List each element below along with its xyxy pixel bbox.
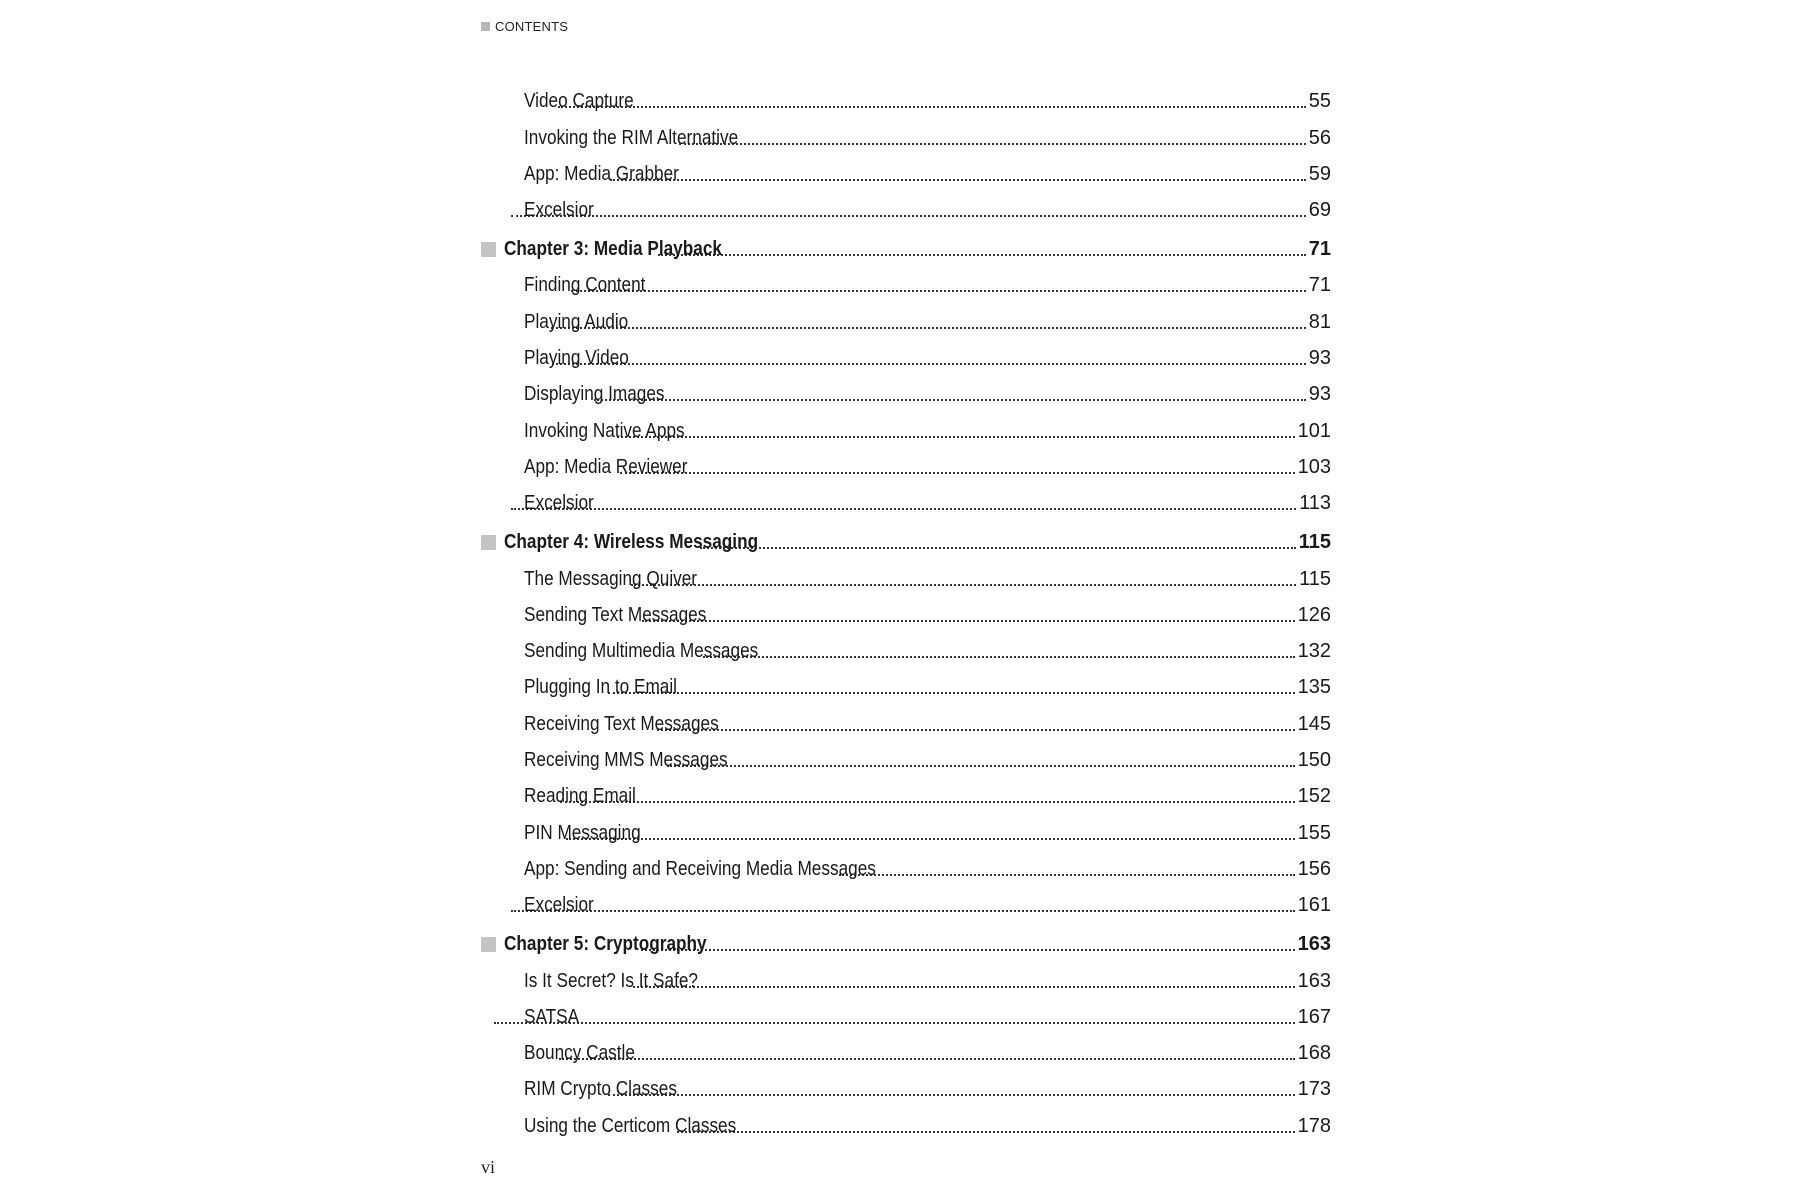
toc-chapter-entry — [481, 917, 1331, 956]
toc-entry-page-number: 152 — [1297, 785, 1331, 808]
running-head — [481, 19, 568, 34]
toc-entry-page-number: 145 — [1297, 712, 1331, 735]
toc-section-entry — [481, 627, 1331, 663]
dot-leader — [620, 472, 1294, 474]
dot-leader — [631, 584, 1296, 586]
toc-section-entry — [481, 956, 1331, 992]
toc-section-entry — [481, 591, 1331, 627]
toc-chapter-entry — [481, 515, 1331, 554]
dot-leader — [511, 910, 1294, 912]
dot-leader — [566, 838, 1295, 840]
toc-entry-page-number: 115 — [1298, 531, 1331, 554]
toc-entry-title: Excelsior — [524, 894, 594, 917]
toc-entry-title: Chapter 4: Wireless Messaging — [504, 531, 759, 554]
toc-entry-title: Video Capture — [524, 90, 634, 113]
toc-section-entry — [481, 186, 1331, 222]
chapter-square-icon — [481, 937, 496, 952]
toc-entry-title: Finding Content — [524, 274, 646, 297]
toc-section-entry — [481, 699, 1331, 735]
dot-leader — [494, 1022, 1294, 1024]
toc-entry-page-number: 81 — [1308, 310, 1331, 333]
toc-section-entry — [481, 443, 1331, 479]
dot-leader — [839, 874, 1294, 876]
toc-entry-page-number: 59 — [1308, 162, 1331, 185]
toc-section-entry — [481, 479, 1331, 515]
dot-leader — [617, 436, 1295, 438]
toc-entry-title: Invoking the RIM Alternative — [524, 126, 739, 149]
dot-leader — [658, 254, 1305, 256]
toc-entry-title: Chapter 5: Cryptography — [504, 933, 707, 956]
toc-entry-page-number: 115 — [1299, 567, 1331, 590]
toc-entry-title: Playing Video — [524, 347, 629, 370]
dot-leader — [610, 179, 1305, 181]
toc-section-entry — [481, 334, 1331, 370]
page-number: vi — [481, 1157, 496, 1177]
toc-section-entry — [481, 663, 1331, 699]
toc-section-entry — [481, 370, 1331, 406]
running-head-label: CONTENTS — [495, 19, 569, 34]
toc-entry-title: Is It Secret? Is It Safe? — [524, 969, 699, 992]
toc-section-entry — [481, 1029, 1331, 1065]
toc-entry-title: App: Sending and Receiving Media Messages — [524, 857, 876, 880]
square-bullet-icon — [481, 22, 490, 31]
toc-section-entry — [481, 881, 1331, 917]
toc-entry-title: Using the Certicom Classes — [524, 1114, 737, 1137]
dot-leader — [559, 1058, 1294, 1060]
toc-entry-title: The Messaging Quiver — [524, 567, 698, 590]
toc-section-entry — [481, 554, 1331, 590]
dot-leader — [608, 692, 1295, 694]
toc-entry-page-number: 69 — [1308, 199, 1331, 222]
toc-entry-page-number: 71 — [1308, 274, 1331, 297]
toc-entry-title: Sending Multimedia Messages — [524, 640, 759, 663]
toc-entry-title: Bouncy Castle — [524, 1042, 635, 1065]
toc-section-entry — [481, 845, 1331, 881]
toc-entry-page-number: 101 — [1297, 419, 1331, 442]
toc-entry-title: Invoking Native Apps — [524, 419, 685, 442]
toc-entry-title: App: Media Reviewer — [524, 455, 688, 478]
toc-entry-page-number: 71 — [1308, 238, 1331, 261]
dot-leader — [703, 656, 1295, 658]
dot-leader — [667, 765, 1295, 767]
toc-section-entry — [481, 808, 1331, 844]
toc-entry-title: Excelsior — [524, 199, 594, 222]
dot-leader — [551, 327, 1305, 329]
toc-entry-page-number: 168 — [1297, 1042, 1331, 1065]
toc-entry-page-number: 178 — [1297, 1114, 1331, 1137]
toc-entry-title: Playing Audio — [524, 310, 629, 333]
toc-entry-page-number: 163 — [1297, 933, 1331, 956]
toc-entry-page-number: 126 — [1297, 603, 1331, 626]
dot-leader — [511, 508, 1296, 510]
toc-section-entry — [481, 150, 1331, 186]
toc-entry-page-number: 173 — [1297, 1078, 1331, 1101]
toc-entry-title: RIM Crypto Classes — [524, 1078, 677, 1101]
toc-entry-title: App: Media Grabber — [524, 162, 679, 185]
toc-section-entry — [481, 261, 1331, 297]
dot-leader — [700, 547, 1295, 549]
toc-entry-page-number: 93 — [1308, 383, 1331, 406]
toc-entry-page-number: 163 — [1297, 969, 1331, 992]
toc-section-entry — [481, 736, 1331, 772]
toc-entry-page-number: 155 — [1297, 821, 1331, 844]
toc-entry-page-number: 156 — [1297, 857, 1331, 880]
toc-section-entry — [481, 406, 1331, 442]
toc-section-entry — [481, 1101, 1331, 1137]
toc-entry-page-number: 161 — [1297, 894, 1331, 917]
toc-entry-title: Receiving MMS Messages — [524, 749, 728, 772]
dot-leader — [633, 986, 1295, 988]
dot-leader — [552, 363, 1306, 365]
toc-entry-title: Sending Text Messages — [524, 603, 707, 626]
toc-entry-page-number: 103 — [1297, 455, 1331, 478]
toc-entry-page-number: 55 — [1308, 90, 1331, 113]
toc-entry-title: SATSA — [524, 1005, 580, 1028]
toc-entry-title: Displaying Images — [524, 383, 665, 406]
toc-entry-page-number: 113 — [1299, 492, 1331, 515]
toc-entry-page-number: 135 — [1297, 676, 1331, 699]
table-of-contents — [481, 77, 1331, 1138]
toc-entry-page-number: 167 — [1297, 1005, 1331, 1028]
toc-entry-page-number: 93 — [1308, 347, 1331, 370]
dot-leader — [657, 729, 1295, 731]
toc-entry-page-number: 132 — [1297, 640, 1331, 663]
dot-leader — [560, 801, 1294, 803]
toc-section-entry — [481, 297, 1331, 333]
toc-entry-title: Receiving Text Messages — [524, 712, 719, 735]
dot-leader — [679, 143, 1306, 145]
dot-leader — [594, 399, 1306, 401]
toc-entry-title: Plugging In to Email — [524, 676, 677, 699]
dot-leader — [558, 106, 1306, 108]
book-page — [481, 0, 1331, 1200]
toc-section-entry — [481, 113, 1331, 149]
toc-section-entry — [481, 772, 1331, 808]
toc-chapter-entry — [481, 222, 1331, 261]
toc-section-entry — [481, 1065, 1331, 1101]
toc-entry-page-number: 56 — [1308, 126, 1331, 149]
chapter-square-icon — [481, 535, 496, 550]
toc-entry-title: Reading Email — [524, 785, 636, 808]
toc-entry-title: Excelsior — [524, 492, 594, 515]
toc-section-entry — [481, 993, 1331, 1029]
toc-entry-title: Chapter 3: Media Playback — [504, 238, 722, 261]
dot-leader — [608, 1094, 1295, 1096]
dot-leader — [677, 1131, 1295, 1133]
toc-entry-title: PIN Messaging — [524, 821, 641, 844]
dot-leader — [511, 215, 1305, 217]
dot-leader — [571, 290, 1305, 292]
chapter-square-icon — [481, 242, 496, 257]
dot-leader — [641, 949, 1295, 951]
dot-leader — [642, 620, 1294, 622]
toc-section-entry — [481, 77, 1331, 113]
toc-entry-page-number: 150 — [1297, 749, 1331, 772]
